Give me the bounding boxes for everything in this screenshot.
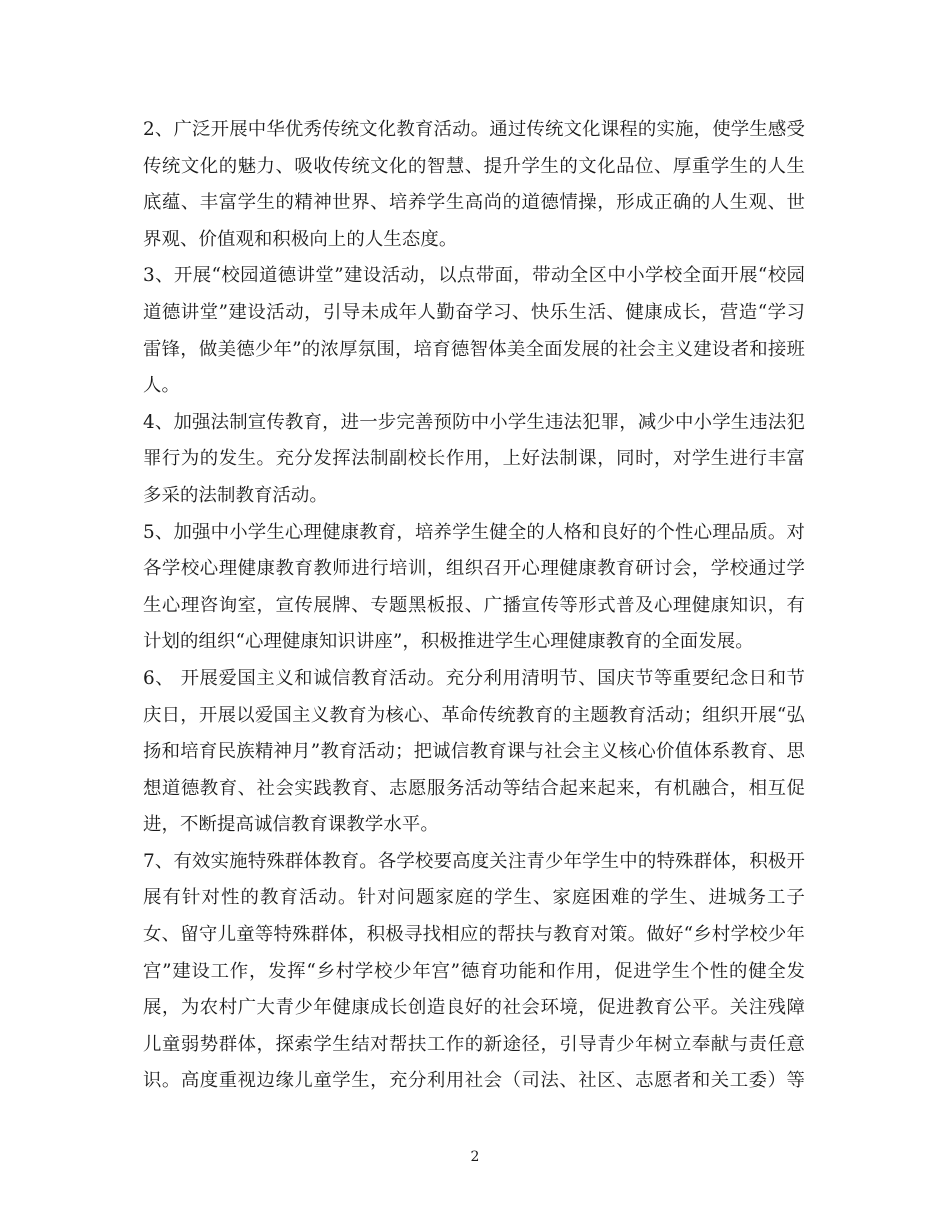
text-line: 女、留守儿童等特殊群体，积极寻找相应的帮扶与教育对策。做好“乡村学校少年: [143, 924, 805, 946]
page-number: 2: [470, 1149, 480, 1165]
text-line: 庆日，开展以爱国主义教育为核心、革命传统教育的主题教育活动；组织开展“弘: [143, 704, 805, 726]
text-line: 道德讲堂”建设活动，引导未成年人勤奋学习、快乐生活、健康成长，营造“学习: [143, 301, 805, 323]
text-line: 传统文化的魅力、吸收传统文化的智慧、提升学生的文化品位、厚重学生的人生: [143, 155, 805, 177]
document-body: [143, 112, 805, 1100]
paragraph-item-5: [143, 515, 805, 661]
text-line: 人。: [143, 375, 180, 397]
text-line: 2、广泛开展中华优秀传统文化教育活动。通过传统文化课程的实施，使学生感受: [143, 119, 805, 140]
text-line: 罪行为的发生。充分发挥法制副校长作用，上好法制课，同时，对学生进行丰富: [143, 448, 805, 470]
text-line: 6、 开展爱国主义和诚信教育活动。充分利用清明节、国庆节等重要纪念日和节: [143, 667, 805, 689]
text-line: 扬和培育民族精神月”教育活动；把诚信教育课与社会主义核心价值体系教育、思: [143, 741, 805, 763]
paragraph-item-7: [143, 844, 805, 1100]
text-line: 3、开展“校园道德讲堂”建设活动，以点带面，带动全区中小学校全面开展“校园: [143, 265, 805, 287]
text-line: 识。高度重视边缘儿童学生，充分利用社会（司法、社区、志愿者和关工委）等: [143, 1070, 805, 1092]
paragraph-item-3: [143, 258, 805, 404]
text-line: 多采的法制教育活动。: [143, 484, 328, 506]
text-line: 进，不断提高诚信教育课教学水平。: [143, 814, 439, 836]
paragraph-item-4: [143, 405, 805, 515]
text-line: 5、加强中小学生心理健康教育，培养学生健全的人格和良好的个性心理品质。对: [143, 521, 805, 543]
paragraph-item-2: [143, 112, 805, 258]
text-line: 各学校心理健康教育教师进行培训，组织召开心理健康教育研讨会，学校通过学: [143, 558, 805, 580]
text-line: 生心理咨询室，宣传展牌、专题黑板报、广播宣传等形式普及心理健康知识，有: [143, 594, 805, 616]
text-line: 想道德教育、社会实践教育、志愿服务活动等结合起来起来，有机融合，相互促: [143, 777, 805, 799]
text-line: 计划的组织“心理健康知识讲座”，积极推进学生心理健康教育的全面发展。: [143, 631, 754, 653]
text-line: 雷锋，做美德少年”的浓厚氛围，培育德智体美全面发展的社会主义建设者和接班: [143, 338, 805, 360]
text-line: 儿童弱势群体，探索学生结对帮扶工作的新途径，引导青少年树立奉献与责任意: [143, 1033, 805, 1055]
text-line: 4、加强法制宣传教育，进一步完善预防中小学生违法犯罪，减少中小学生违法犯: [143, 411, 805, 433]
text-line: 展有针对性的教育活动。针对问题家庭的学生、家庭困难的学生、进城务工子: [143, 887, 805, 909]
text-line: 展，为农村广大青少年健康成长创造良好的社会环境，促进教育公平。关注残障: [143, 997, 805, 1019]
text-line: 底蕴、丰富学生的精神世界、培养学生高尚的道德情操，形成正确的人生观、世: [143, 192, 805, 214]
text-line: 界观、价值观和积极向上的人生态度。: [143, 228, 458, 250]
text-line: 宫”建设工作，发挥“乡村学校少年宫”德育功能和作用，促进学生个性的健全发: [143, 960, 805, 982]
text-line: 7、有效实施特殊群体教育。各学校要高度关注青少年学生中的特殊群体，积极开: [143, 850, 805, 872]
paragraph-item-6: [143, 661, 805, 844]
